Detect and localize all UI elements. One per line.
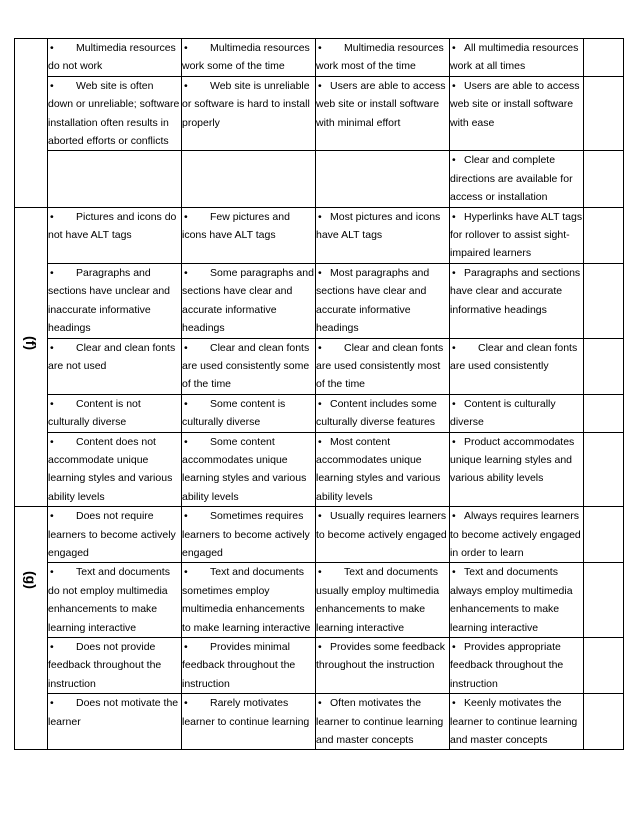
rubric-cell: • Some content is culturally diverse (182, 394, 316, 432)
score-cell (584, 338, 624, 394)
rubric-cell: • Web site is unreliable or software is hard to install properly (182, 76, 316, 151)
rubric-cell: • Provides minimal feedback throughout the instruction (182, 638, 316, 694)
rubric-cell: • Usually requires learners to become actively engaged (316, 507, 450, 563)
section-label-f: (f) (23, 335, 39, 350)
rubric-cell (316, 151, 450, 207)
rubric-cell: • Users are able to access web site or install software with minimal effort (316, 76, 450, 151)
rubric-cell: • Clear and clean fonts are used consistently some of the time (182, 338, 316, 394)
score-cell (584, 638, 624, 694)
rubric-cell: • Provides some feedback throughout the instruction (316, 638, 450, 694)
rubric-cell: • Paragraphs and sections have clear and accurate informative headings (450, 263, 584, 338)
rubric-cell: • Product accommodates unique learning styles and various ability levels (450, 432, 584, 507)
rubric-cell: • Few pictures and icons have ALT tags (182, 207, 316, 263)
score-cell (584, 432, 624, 507)
rubric-cell: • Multimedia resources work some of the time (182, 39, 316, 77)
rubric-cell: • All multimedia resources work at all times (450, 39, 584, 77)
table-row (15, 432, 624, 507)
rubric-cell: • Text and documents usually employ multimedia enhancements to make learning interactive (316, 563, 450, 638)
rubric-cell (48, 151, 182, 207)
rubric-cell: • Pictures and icons do not have ALT tags (48, 207, 182, 263)
rubric-cell: • Text and documents do not employ multimedia enhancements to make learning interactive (48, 563, 182, 638)
score-cell (584, 394, 624, 432)
rubric-cell: • Content is not culturally diverse (48, 394, 182, 432)
score-cell (584, 39, 624, 77)
section-cell-interactivity (15, 507, 48, 750)
rubric-cell (182, 151, 316, 207)
score-cell (584, 151, 624, 207)
rubric-cell: • Content is culturally diverse (450, 394, 584, 432)
rubric-cell: • Most pictures and icons have ALT tags (316, 207, 450, 263)
rubric-cell: • Some content accommodates unique learning styles and various ability levels (182, 432, 316, 507)
rubric-cell: • Text and documents sometimes employ multimedia enhancements to make learning interactive (182, 563, 316, 638)
rubric-cell: • Content does not accommodate unique learning styles and various ability levels (48, 432, 182, 507)
rubric-cell: • Clear and clean fonts are used consistently most of the time (316, 338, 450, 394)
rubric-cell: • Provides appropriate feedback throughout the instruction (450, 638, 584, 694)
score-cell (584, 76, 624, 151)
table-row (15, 563, 624, 638)
rubric-cell: • Sometimes requires learners to become actively engaged (182, 507, 316, 563)
table-row (15, 263, 624, 338)
rubric-cell: • Some paragraphs and sections have clear and accurate informative headings (182, 263, 316, 338)
score-cell (584, 507, 624, 563)
table-row (15, 394, 624, 432)
table-row (15, 207, 624, 263)
rubric-cell: • Keenly motivates the learner to continue learning and master concepts (450, 694, 584, 750)
rubric-cell: • Clear and clean fonts are not used (48, 338, 182, 394)
rubric-cell: • Text and documents always employ multimedia enhancements to make learning interactive (450, 563, 584, 638)
rubric-cell: • Most content accommodates unique learning styles and various ability levels (316, 432, 450, 507)
section-cell-accessibility (15, 207, 48, 507)
table-row (15, 694, 624, 750)
rubric-table (14, 38, 624, 750)
rubric-cell: • Users are able to access web site or install software with ease (450, 76, 584, 151)
rubric-cell: • Does not provide feedback throughout the instruction (48, 638, 182, 694)
score-cell (584, 263, 624, 338)
rubric-cell: • Content includes some culturally diverse features (316, 394, 450, 432)
table-row (15, 338, 624, 394)
rubric-cell: • Web site is often down or unreliable; software installation often results in aborted efforts or conflicts (48, 76, 182, 151)
section-cell-resources (15, 39, 48, 208)
rubric-cell: • Hyperlinks have ALT tags for rollover to assist sight-impaired learners (450, 207, 584, 263)
score-cell (584, 563, 624, 638)
rubric-cell: • Often motivates the learner to continue learning and master concepts (316, 694, 450, 750)
table-row (15, 76, 624, 151)
score-cell (584, 207, 624, 263)
rubric-cell: • Most paragraphs and sections have clear and accurate informative headings (316, 263, 450, 338)
rubric-cell: • Always requires learners to become actively engaged in order to learn (450, 507, 584, 563)
rubric-cell: • Multimedia resources work most of the time (316, 39, 450, 77)
table-row (15, 507, 624, 563)
rubric-cell: • Does not require learners to become actively engaged (48, 507, 182, 563)
rubric-cell: • Clear and complete directions are available for access or installation (450, 151, 584, 207)
rubric-cell: • Rarely motivates learner to continue learning (182, 694, 316, 750)
table-row (15, 39, 624, 77)
rubric-cell: • Does not motivate the learner (48, 694, 182, 750)
score-cell (584, 694, 624, 750)
rubric-cell: • Multimedia resources do not work (48, 39, 182, 77)
table-row (15, 151, 624, 207)
rubric-cell: • Paragraphs and sections have unclear and inaccurate informative headings (48, 263, 182, 338)
section-label-g: (g) (23, 571, 39, 590)
rubric-cell: • Clear and clean fonts are used consistently (450, 338, 584, 394)
table-row (15, 638, 624, 694)
